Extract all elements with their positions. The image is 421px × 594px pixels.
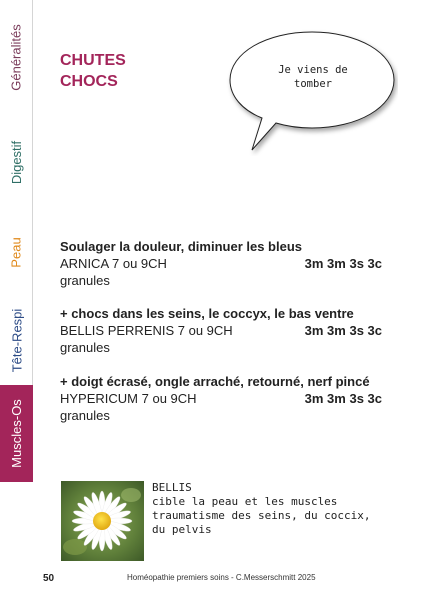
remedy-form: granules: [60, 273, 110, 288]
remedy-row: [60, 322, 382, 339]
remedy-name: ARNICA 7 ou 9CH: [60, 256, 167, 271]
footer-credit: Homéopathie premiers soins - C.Messerschmitt 2025: [127, 573, 316, 582]
tab-peau[interactable]: [0, 210, 33, 295]
remedy-block: [60, 238, 382, 289]
bubble-line: tomber: [294, 78, 332, 90]
tab-label: Peau: [9, 237, 24, 268]
speech-bubble: [226, 28, 398, 156]
tab-label: Digestif: [9, 140, 25, 185]
tab-tete-respi[interactable]: [0, 295, 33, 385]
note-line: cible la peau et les muscles: [152, 495, 338, 508]
tab-digestif[interactable]: [0, 115, 33, 210]
remedy-dose: 3m 3m 3s 3c: [304, 323, 382, 338]
remedy-block: [60, 305, 382, 356]
chapter-tabs: [0, 0, 33, 482]
remedy-form: granules: [60, 340, 110, 355]
remedy-heading: + doigt écrasé, ongle arraché, retourné, nerf pincé: [60, 374, 370, 389]
note-line: BELLIS: [152, 481, 192, 494]
tab-muscles-os[interactable]: [0, 385, 33, 482]
note-line: du pelvis: [152, 523, 212, 536]
remedy-row: [60, 255, 382, 272]
note-line: traumatisme des seins, du coccix,: [152, 509, 371, 522]
remedy-name: BELLIS PERRENIS 7 ou 9CH: [60, 323, 233, 338]
bellis-note: [152, 481, 402, 537]
remedy-heading: Soulager la douleur, diminuer les bleus: [60, 239, 303, 254]
remedy-dose: 3m 3m 3s 3c: [304, 391, 382, 406]
remedy-name: HYPERICUM 7 ou 9CH: [60, 391, 197, 406]
tab-generalites[interactable]: [0, 0, 33, 115]
page-number: 50: [43, 573, 55, 584]
remedy-block: [60, 373, 382, 424]
remedy-row: [60, 390, 382, 407]
bubble-line: Je viens de: [278, 64, 348, 76]
remedy-dose: 3m 3m 3s 3c: [304, 256, 382, 271]
tab-label: Généralités: [9, 24, 25, 91]
title-line: CHUTES: [60, 52, 126, 69]
tab-label: Muscles-Os: [9, 399, 24, 468]
title-line: CHOCS: [60, 73, 118, 90]
tab-label: Tête-Respi: [9, 308, 25, 372]
page-title: [60, 50, 126, 92]
remedy-form: granules: [60, 408, 110, 423]
daisy-photo: [61, 481, 144, 561]
remedy-heading: + chocs dans les seins, le coccyx, le bas ventre: [60, 306, 354, 321]
bubble-text: [252, 63, 374, 91]
